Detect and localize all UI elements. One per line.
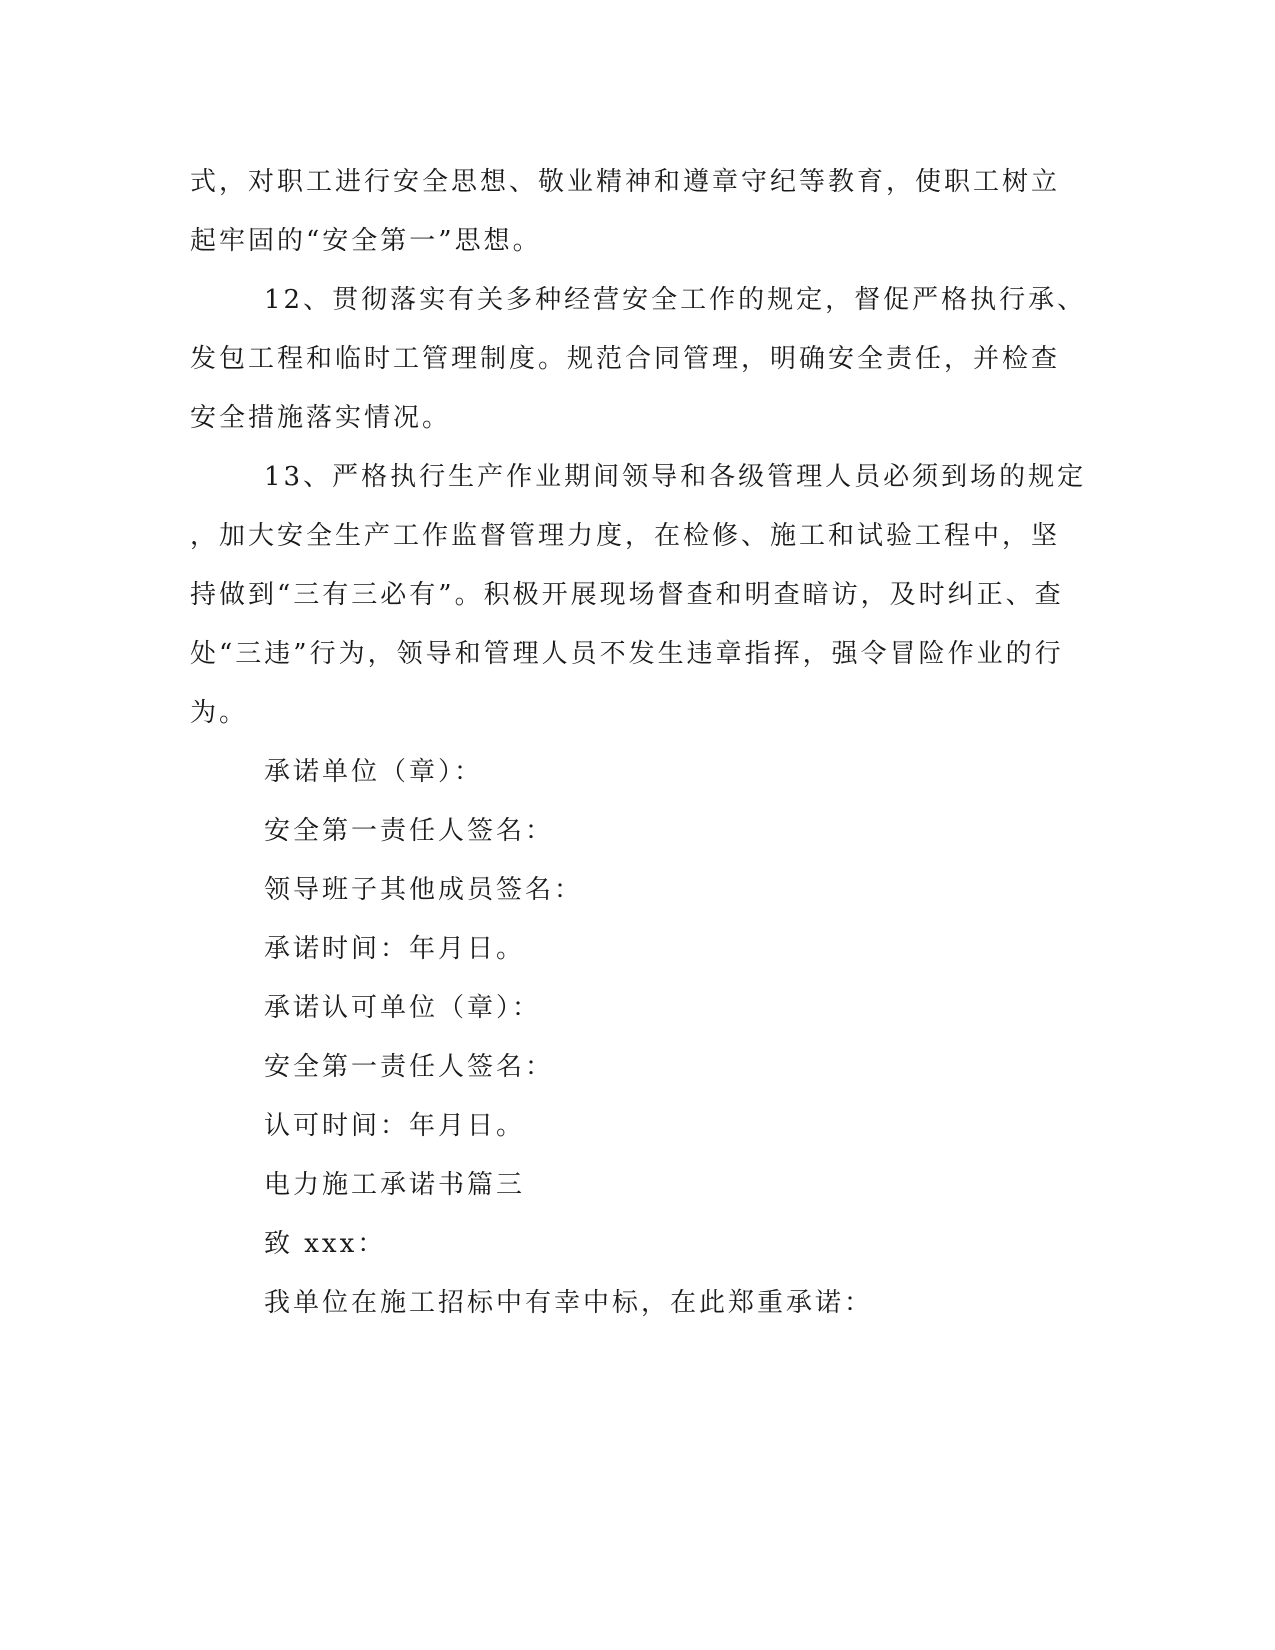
paragraph-12-line-1: 12、贯彻落实有关多种经营安全工作的规定，督促严格执行承、 (264, 285, 1087, 315)
approver-sign-label: 安全第一责任人签名： (264, 1052, 555, 1082)
paragraph-11-line-1: 式，对职工进行安全思想、敬业精神和遵章守纪等教育，使职工树立 (190, 167, 1061, 197)
recipient-line: 致 xxx： (264, 1229, 387, 1259)
leadership-sign-label: 领导班子其他成员签名： (264, 875, 584, 905)
paragraph-13-line-1: 13、严格执行生产作业期间领导和各级管理人员必须到场的规定 (264, 462, 1087, 492)
approval-time-label: 认可时间：年月日。 (264, 1111, 526, 1141)
paragraph-13-line-4: 处“三违”行为，领导和管理人员不发生违章指挥，强令冒险作业的行 (190, 639, 1064, 669)
section-heading: 电力施工承诺书篇三 (264, 1170, 526, 1200)
promise-time-label: 承诺时间：年月日。 (264, 934, 526, 964)
approving-unit-label: 承诺认可单位（章）： (264, 993, 542, 1023)
paragraph-12-line-3: 安全措施落实情况。 (190, 403, 452, 433)
promising-unit-label: 承诺单位（章）： (264, 757, 484, 787)
paragraph-12-line-2: 发包工程和临时工管理制度。规范合同管理，明确安全责任，并检查 (190, 344, 1061, 374)
paragraph-13-line-5: 为。 (190, 698, 249, 728)
paragraph-11-line-2: 起牢固的“安全第一”思想。 (190, 226, 542, 256)
first-responsible-sign-label: 安全第一责任人签名： (264, 816, 555, 846)
paragraph-13-line-2: ，加大安全生产工作监督管理力度，在检修、施工和试验工程中，坚 (190, 521, 1061, 551)
paragraph-13-line-3: 持做到“三有三必有”。积极开展现场督查和明查暗访，及时纠正、查 (190, 580, 1064, 610)
opening-statement: 我单位在施工招标中有幸中标，在此郑重承诺： (264, 1288, 874, 1318)
